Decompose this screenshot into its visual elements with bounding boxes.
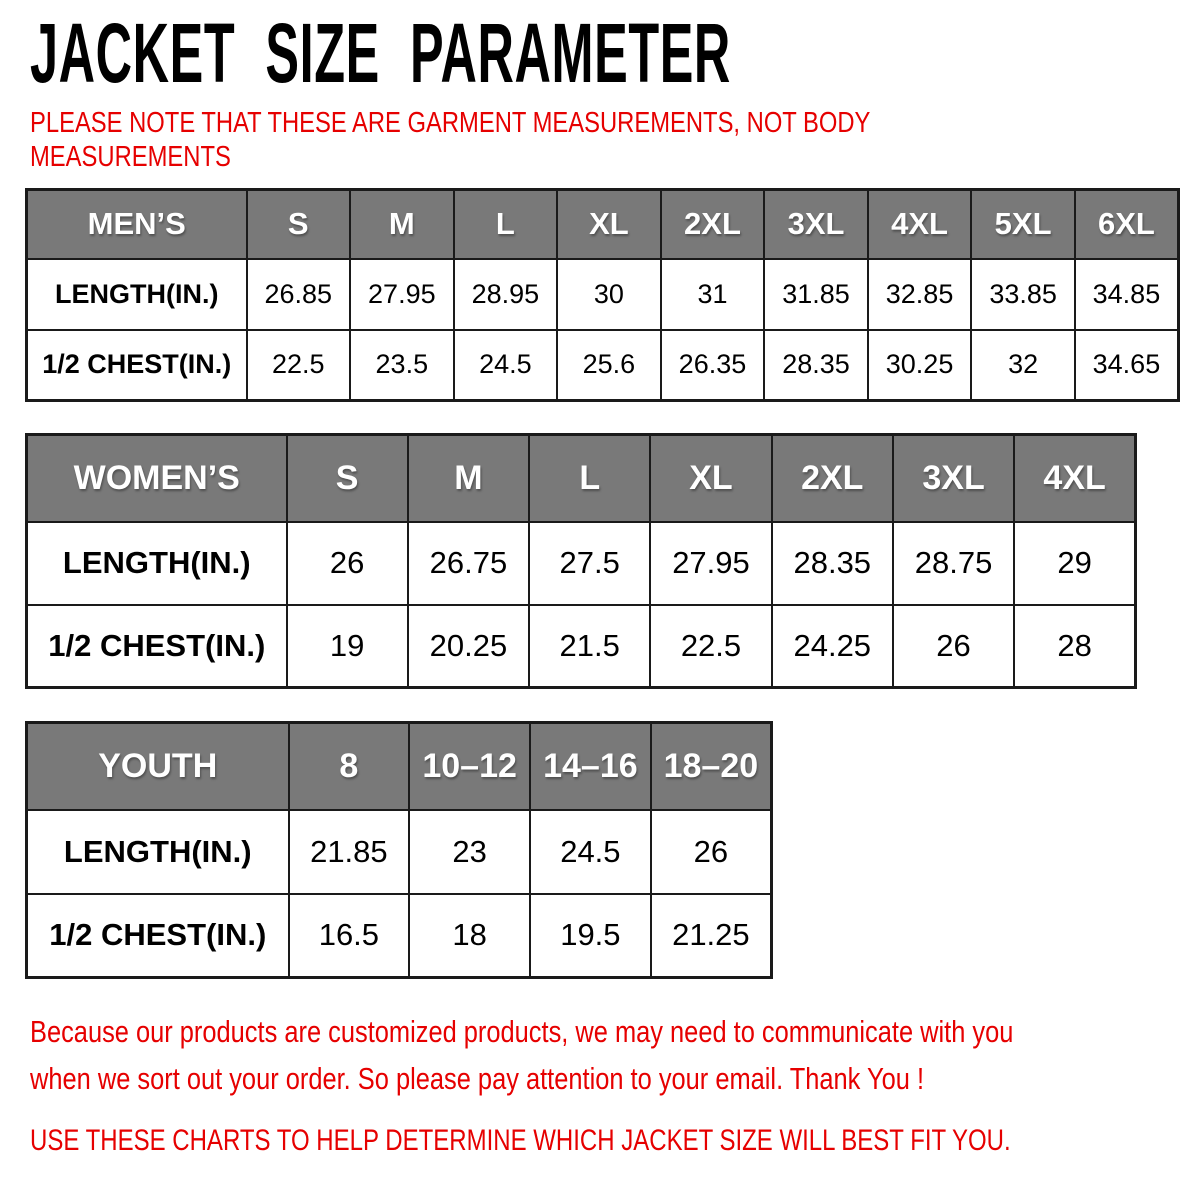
customization-notice: [30, 1009, 1014, 1102]
header-cell: M: [350, 190, 454, 259]
header-cell: 18–20: [651, 723, 772, 810]
value-cell: 26: [287, 522, 408, 605]
value-cell: 24.5: [530, 810, 651, 894]
row-label-cell: 1/2 CHEST(IN.): [27, 605, 287, 688]
page-title: JACKET SIZE PARAMETER: [30, 6, 731, 100]
header-cell: 3XL: [764, 190, 868, 259]
value-cell: 23: [409, 810, 530, 894]
value-cell: 18: [409, 894, 530, 978]
value-cell: 21.5: [529, 605, 650, 688]
mens-chest-row: [27, 330, 1179, 401]
header-cell: 2XL: [661, 190, 765, 259]
womens-header-row: [27, 435, 1136, 522]
value-cell: 28: [1014, 605, 1135, 688]
note-line-1: PLEASE NOTE THAT THESE ARE GARMENT MEASUREMENTS, NOT BODY: [30, 106, 871, 139]
header-cell: 3XL: [893, 435, 1014, 522]
value-cell: 24.5: [454, 330, 558, 401]
value-cell: 31: [661, 259, 765, 330]
value-cell: 26.75: [408, 522, 529, 605]
value-cell: 20.25: [408, 605, 529, 688]
header-cell: 10–12: [409, 723, 530, 810]
header-cell: S: [287, 435, 408, 522]
value-cell: 26.85: [247, 259, 351, 330]
row-label-cell: LENGTH(IN.): [27, 522, 287, 605]
header-cell: L: [454, 190, 558, 259]
value-cell: 27.95: [350, 259, 454, 330]
header-cell: 6XL: [1075, 190, 1179, 259]
garment-measurement-note: [30, 106, 989, 174]
value-cell: 27.5: [529, 522, 650, 605]
value-cell: 34.65: [1075, 330, 1179, 401]
womens-chest-row: [27, 605, 1136, 688]
value-cell: 32: [971, 330, 1075, 401]
value-cell: 27.95: [650, 522, 771, 605]
header-cell: XL: [557, 190, 661, 259]
header-cell: 5XL: [971, 190, 1075, 259]
value-cell: 28.95: [454, 259, 558, 330]
row-label-cell: 1/2 CHEST(IN.): [27, 894, 289, 978]
header-cell: 2XL: [772, 435, 893, 522]
mens-size-table: [25, 188, 1180, 402]
value-cell: 28.35: [772, 522, 893, 605]
value-cell: 30.25: [868, 330, 972, 401]
chart-usage-advice: USE THESE CHARTS TO HELP DETERMINE WHICH JACKET SIZE WILL BEST FIT YOU.: [30, 1124, 1011, 1158]
header-cell: 4XL: [1014, 435, 1135, 522]
value-cell: 25.6: [557, 330, 661, 401]
customization-notice-line-1: Because our products are customized products, we may need to communicate with you: [30, 1014, 1014, 1050]
value-cell: 26: [893, 605, 1014, 688]
womens-size-table: [25, 433, 1137, 689]
header-cell: 4XL: [868, 190, 972, 259]
row-label-cell: 1/2 CHEST(IN.): [27, 330, 247, 401]
value-cell: 30: [557, 259, 661, 330]
youth-size-table: [25, 721, 773, 979]
value-cell: 32.85: [868, 259, 972, 330]
womens-length-row: [27, 522, 1136, 605]
value-cell: 22.5: [247, 330, 351, 401]
value-cell: 23.5: [350, 330, 454, 401]
value-cell: 19: [287, 605, 408, 688]
mens-length-row: [27, 259, 1179, 330]
value-cell: 31.85: [764, 259, 868, 330]
header-cell: YOUTH: [27, 723, 289, 810]
value-cell: 29: [1014, 522, 1135, 605]
value-cell: 26.35: [661, 330, 765, 401]
youth-chest-row: [27, 894, 772, 978]
value-cell: 33.85: [971, 259, 1075, 330]
note-line-2: MEASUREMENTS: [30, 141, 231, 174]
header-cell: L: [529, 435, 650, 522]
value-cell: 19.5: [530, 894, 651, 978]
value-cell: 34.85: [1075, 259, 1179, 330]
header-cell: M: [408, 435, 529, 522]
header-cell: S: [247, 190, 351, 259]
row-label-cell: LENGTH(IN.): [27, 259, 247, 330]
header-cell: WOMEN’S: [27, 435, 287, 522]
value-cell: 22.5: [650, 605, 771, 688]
value-cell: 26: [651, 810, 772, 894]
value-cell: 28.35: [764, 330, 868, 401]
mens-header-row: [27, 190, 1179, 259]
customization-notice-line-2: when we sort out your order. So please pay attention to your email. Thank You !: [30, 1060, 925, 1096]
header-cell: MEN’S: [27, 190, 247, 259]
header-cell: XL: [650, 435, 771, 522]
value-cell: 28.75: [893, 522, 1014, 605]
value-cell: 16.5: [289, 894, 410, 978]
value-cell: 21.25: [651, 894, 772, 978]
youth-header-row: [27, 723, 772, 810]
header-cell: 14–16: [530, 723, 651, 810]
value-cell: 24.25: [772, 605, 893, 688]
value-cell: 21.85: [289, 810, 410, 894]
youth-length-row: [27, 810, 772, 894]
row-label-cell: LENGTH(IN.): [27, 810, 289, 894]
header-cell: 8: [289, 723, 410, 810]
